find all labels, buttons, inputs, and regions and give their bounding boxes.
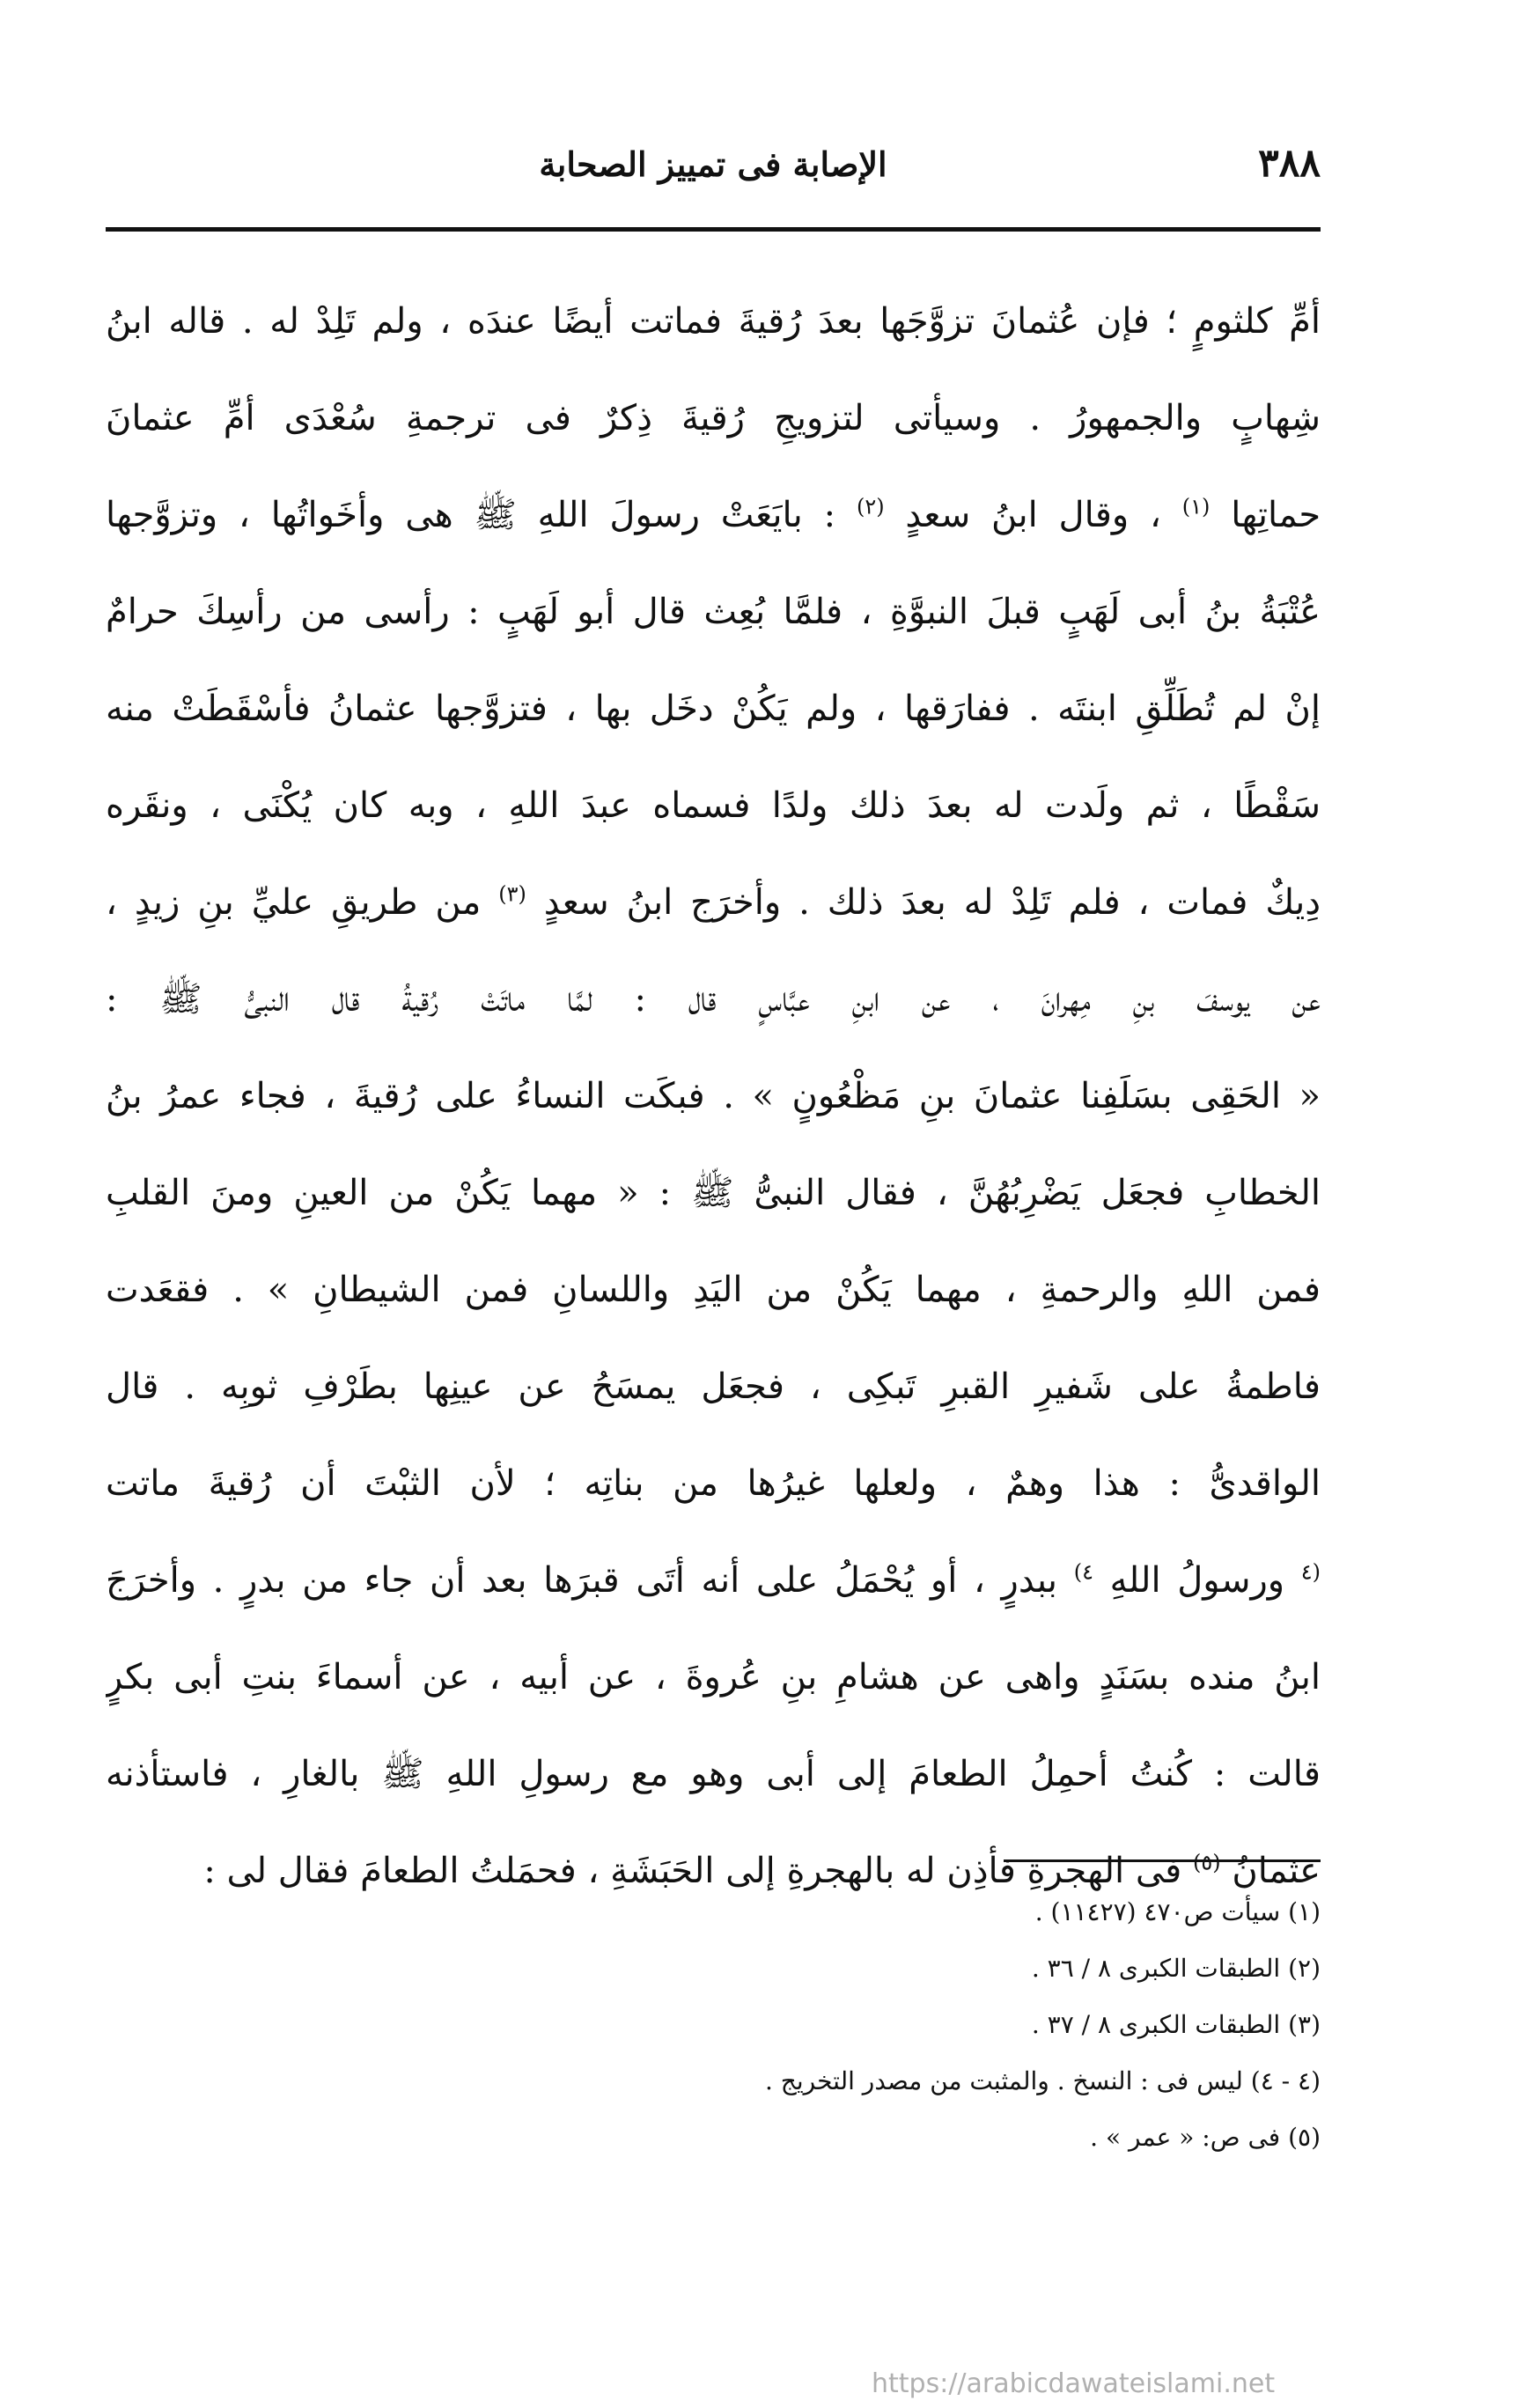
text-run: سَقْطًا ، ثم ولَدت له بعدَ ذلك ولدًا فسماه عبدَ اللهِ ، وبه كان يُكْنَى ، ونقَره (106, 785, 1321, 826)
footnote-2: (٢) الطبقات الكبرى ٨ / ٣٦ . (1031, 1954, 1321, 1983)
header-rule (106, 227, 1321, 232)
text-line (106, 757, 1321, 854)
text-line (106, 1048, 1321, 1145)
text-run: « الحَقِى بسَلَفِنا عثمانَ بنِ مَظْعُونٍ » . فبكَت النساءُ على رُقيةَ ، فجاء عمرُ بنُ (106, 1076, 1321, 1116)
text-run: إنْ لم تُطَلِّقِ ابنتَه . ففارَقها ، ولم يَكُنْ دخَل بها ، فتزوَّجها عثمانُ فأسْقَطَتْ منه (106, 689, 1321, 729)
text-line (106, 1532, 1321, 1629)
text-run: الخطابِ فجعَل يَضْرِبُهُنَّ ، فقال النبىُّ ﷺ : « مهما يَكُنْ من العينِ ومنَ القلبِ (106, 1173, 1321, 1213)
text-run: ابنُ منده بسَنَدٍ واهى عن هشامِ بنِ عُروةَ ، عن أبيه ، عن أسماءَ بنتِ أبى بكرٍ (106, 1657, 1321, 1697)
text-run: ، وقال ابنُ سعدٍ (905, 495, 1161, 535)
text-line (106, 467, 1321, 563)
text-run: فى الهجرةِ فأذِن له بالهجرةِ إلى الحَبَشَةِ ، فحمَلتُ الطعامَ فقال لى : (203, 1851, 1182, 1891)
footnote-4: (٤ - ٤) ليس فى : النسخ . والمثبت من مصدر التخريج . (764, 2066, 1321, 2095)
text-line (106, 1629, 1321, 1726)
footnote-marker: (١) (1181, 494, 1211, 519)
text-line (106, 1726, 1321, 1823)
text-run: فمن اللهِ والرحمةِ ، مهما يَكُنْ من اليَدِ واللسانِ فمن الشيطانِ » . فقعَدت (106, 1270, 1321, 1310)
book-page (106, 132, 1321, 2351)
text-run: : بايَعَتْ رسولَ اللهِ ﷺ هى وأخَواتُها ، وتزوَّجها (106, 495, 836, 535)
watermark-url: https://arabicdawateislami.net (872, 2368, 1276, 2399)
text-run: عن يوسفَ بنِ مِهرانَ ، عن ابنِ عبَّاسٍ قال : لمَّا ماتَتْ رُقيةُ قال النبىُّ ﷺ : (106, 979, 1321, 1020)
footnote-marker: (٤ (1300, 1559, 1321, 1585)
text-line (106, 1145, 1321, 1241)
footnote-1: (١) سيأت ص٤٧٠ (١١٤٢٧) . (1034, 1897, 1321, 1926)
footnote-3: (٣) الطبقات الكبرى ٨ / ٣٧ . (1031, 2010, 1321, 2039)
footnote-marker: (٣) (498, 881, 526, 907)
text-run: عثمانُ (1232, 1851, 1321, 1891)
text-run: حماتِها (1231, 495, 1321, 535)
text-run: ورسولُ اللهِ (1109, 1560, 1285, 1601)
text-line (106, 1241, 1321, 1338)
text-run: قالت : كُنتُ أحمِلُ الطعامَ إلى أبى وهو مع رسولِ اللهِ ﷺ بالغارِ ، فاستأذنه (106, 1754, 1321, 1794)
footnote-separator (1004, 1859, 1321, 1862)
text-line (106, 370, 1321, 467)
footnote-5: (٥) فى ص: « عمر » . (1090, 2123, 1321, 2152)
text-run: شِهابٍ والجمهورُ . وسيأتى لتزويجِ رُقيةَ ذِكرٌ فى ترجمةِ سُعْدَى أمِّ عثمانَ (106, 398, 1321, 438)
page-number: ٣٨٨ (1258, 141, 1321, 186)
text-line (106, 1338, 1321, 1435)
text-line (106, 854, 1321, 951)
text-run: فاطمةُ على شَفيرِ القبرِ تَبكِى ، فجعَل يمسَحُ عن عينِها بطَرْفِ ثوبِه . قال (106, 1366, 1321, 1407)
text-line (106, 1435, 1321, 1532)
running-header (106, 132, 1321, 203)
main-text (106, 273, 1321, 1919)
text-line (106, 660, 1321, 757)
text-run: من طريقِ عليِّ بنِ زيدٍ ، (106, 882, 482, 923)
text-line (106, 951, 1321, 1048)
footnotes (106, 1884, 1321, 2166)
text-run: أمِّ كلثومٍ ؛ فإن عُثمانَ تزوَّجَها بعدَ رُقيةَ فماتت أيضًا عندَه ، ولم تَلِدْ له . قاله ابنُ (106, 301, 1321, 342)
text-run: عُتْبَةُ بنُ أبى لَهَبٍ قبلَ النبوَّةِ ، فلمَّا بُعِث قال أبو لَهَبٍ : رأسى من رأسِكَ حرامٌ (106, 592, 1321, 632)
footnote-marker: (٥) (1193, 1850, 1221, 1875)
text-run: ببدرٍ ، أو يُحْمَلُ على أنه أتَى قبرَها بعد أن جاء من بدرٍ . وأخرَجَ (106, 1560, 1058, 1601)
book-title: الإصابة فى تمييز الصحابة (539, 144, 887, 184)
text-line (106, 563, 1321, 660)
footnote-marker: (٢) (856, 494, 885, 519)
text-run: الواقدىُّ : هذا وهمٌ ، ولعلها غيرُها من بناتِه ؛ لأن الثبْتَ أن رُقيةَ ماتت (106, 1463, 1321, 1504)
footnote-marker: ٤) (1073, 1559, 1093, 1585)
text-run: دِيكٌ فمات ، فلم تَلِدْ له بعدَ ذلك . وأخرَج ابنُ سعدٍ (543, 882, 1321, 923)
text-line (106, 273, 1321, 370)
